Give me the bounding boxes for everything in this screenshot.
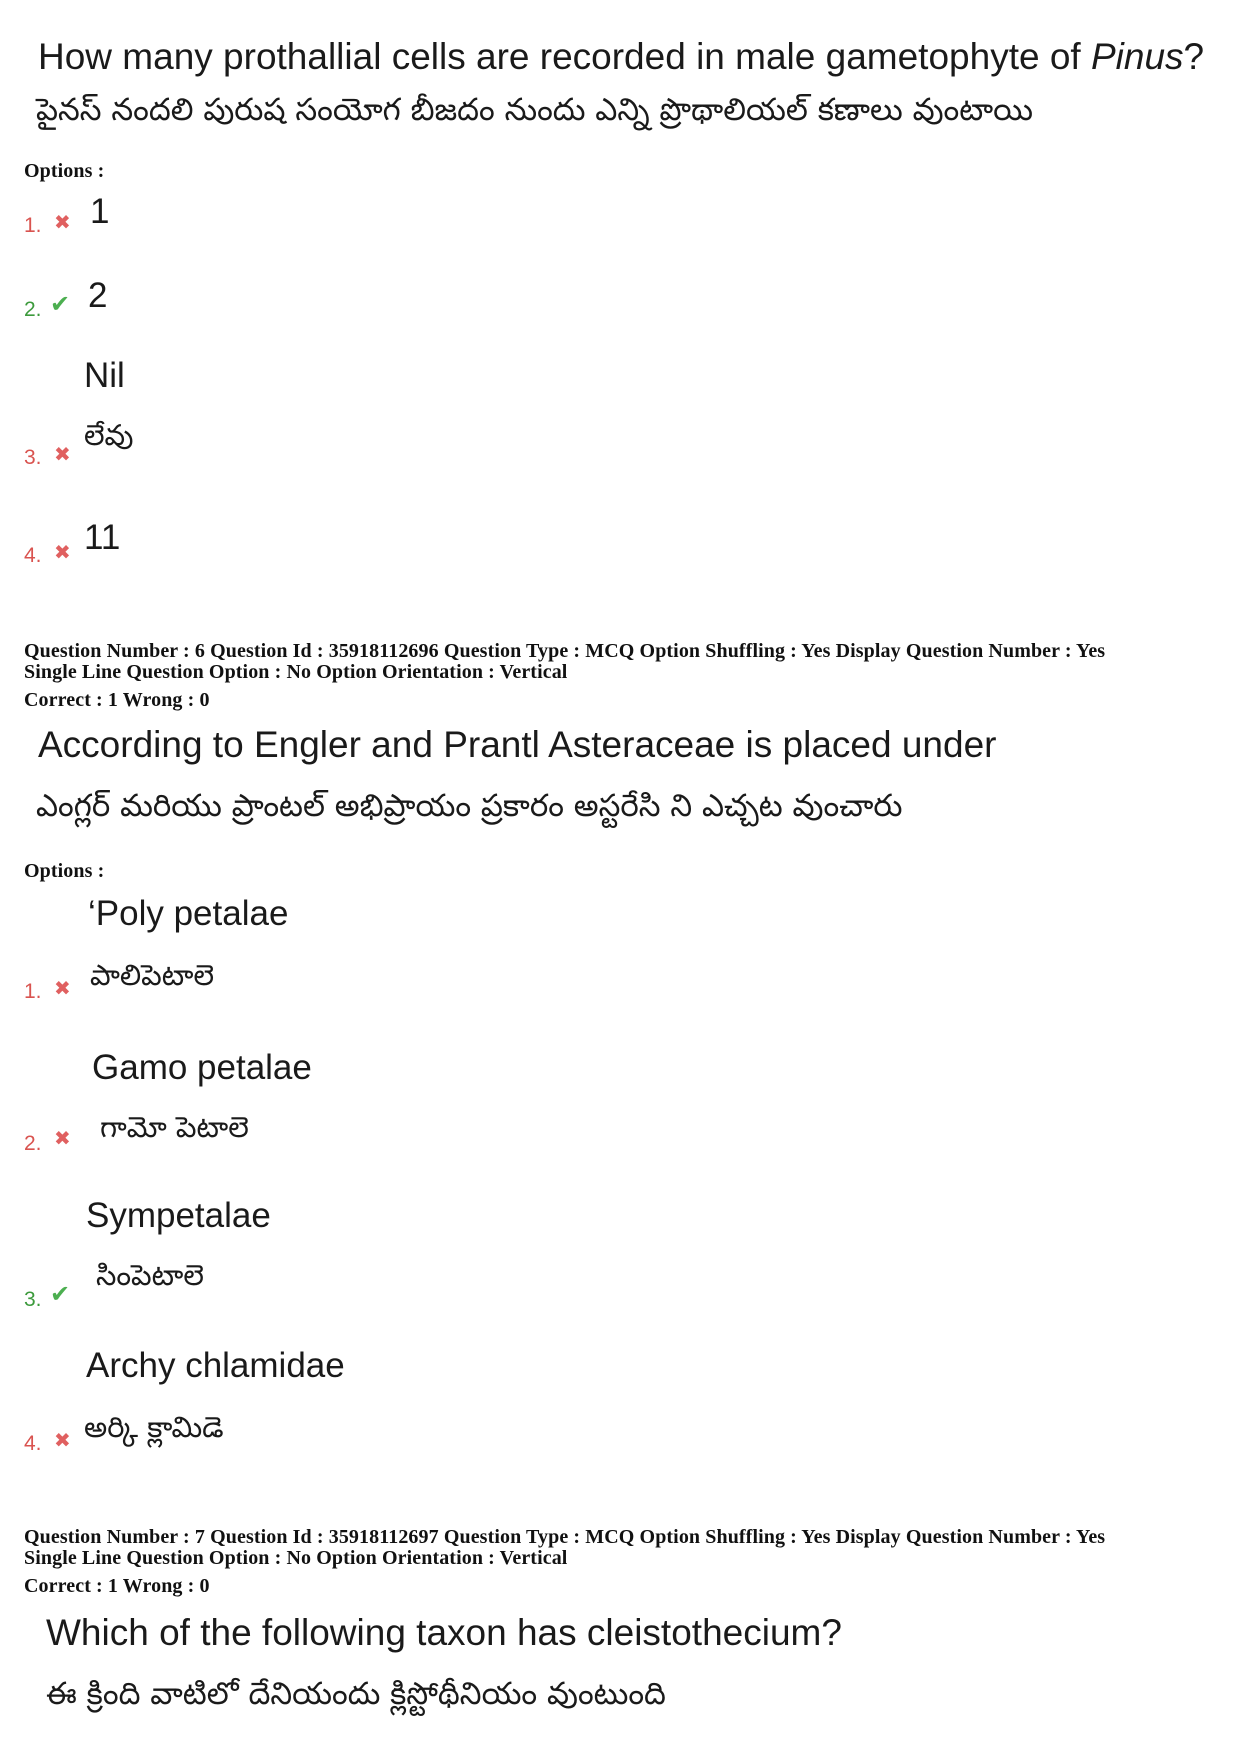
- option-text-te: పాలిపెటాలె: [90, 958, 215, 992]
- option-number: 2.: [24, 1132, 42, 1155]
- option-number: 1.: [24, 980, 42, 1003]
- question-7-text-te: ఈ క్రింది వాటిలో దేనియందు క్లిస్టోథీనియం వుంటుంది: [46, 1676, 666, 1712]
- correct-mark-icon: ✔: [50, 290, 71, 318]
- question-7-score: Correct : 1 Wrong : 0: [24, 1575, 210, 1597]
- question-6-text-te: ఎంగ్లర్ మరియు ప్రాంటల్ అభిప్రాయం ప్రకారం అస్టరేసి ని ఎచ్చట వుంచారు: [36, 788, 903, 824]
- option-number: 2.: [24, 298, 42, 321]
- option-text-te: సింపెటాలె: [96, 1258, 204, 1292]
- wrong-mark-icon: ✖: [54, 210, 71, 234]
- question-7-text-en: Which of the following taxon has cleistothecium?: [46, 1612, 842, 1653]
- option-text-te: అర్కి క్లామిడె: [84, 1410, 224, 1444]
- option-text-en: ‘Poly petalae: [88, 894, 289, 933]
- option-text-en: 11: [84, 518, 121, 557]
- question-6-text-en: According to Engler and Prantl Asteraceae is placed under: [38, 724, 997, 765]
- wrong-mark-icon: ✖: [54, 1428, 71, 1452]
- wrong-mark-icon: ✖: [54, 976, 71, 1000]
- option-text-en: 1: [90, 192, 110, 231]
- option-number: 4.: [24, 544, 42, 567]
- options-label: Options :: [24, 860, 105, 882]
- option-text-en: Gamo petalae: [92, 1048, 312, 1087]
- option-text-en: Archy chlamidae: [86, 1346, 345, 1385]
- option-number: 4.: [24, 1432, 42, 1455]
- options-label: Options :: [24, 160, 105, 182]
- question-6-score: Correct : 1 Wrong : 0: [24, 689, 210, 711]
- option-number: 3.: [24, 1288, 42, 1311]
- correct-mark-icon: ✔: [50, 1280, 71, 1308]
- question-6-meta-line2: Single Line Question Option : No Option Orientation : Vertical: [24, 661, 568, 683]
- wrong-mark-icon: ✖: [54, 1126, 71, 1150]
- option-text-en: 2: [88, 276, 108, 315]
- wrong-mark-icon: ✖: [54, 540, 71, 564]
- question-5-text-en: How many prothallial cells are recorded in male gametophyte of Pinus?: [38, 36, 1205, 77]
- wrong-mark-icon: ✖: [54, 442, 71, 466]
- option-text-te: గామో పెటాలె: [100, 1110, 249, 1144]
- question-5-text-te: పైనస్ నందలి పురుష సంయోగ బీజదం నుందు ఎన్ని ప్రొథాలియల్ కణాలు వుంటాయి: [36, 92, 1033, 128]
- option-number: 3.: [24, 446, 42, 469]
- question-7-meta-line1: Question Number : 7 Question Id : 35918112697 Question Type : MCQ Option Shuffling : Yes Display Question Number : Yes: [24, 1526, 1106, 1548]
- option-text-te: లేవు: [84, 418, 134, 452]
- option-text-en: Sympetalae: [86, 1196, 271, 1235]
- question-7-meta-line2: Single Line Question Option : No Option Orientation : Vertical: [24, 1547, 568, 1569]
- option-text-en: Nil: [84, 356, 125, 395]
- question-6-meta-line1: Question Number : 6 Question Id : 35918112696 Question Type : MCQ Option Shuffling : Yes Display Question Number : Yes: [24, 640, 1106, 662]
- option-number: 1.: [24, 214, 42, 237]
